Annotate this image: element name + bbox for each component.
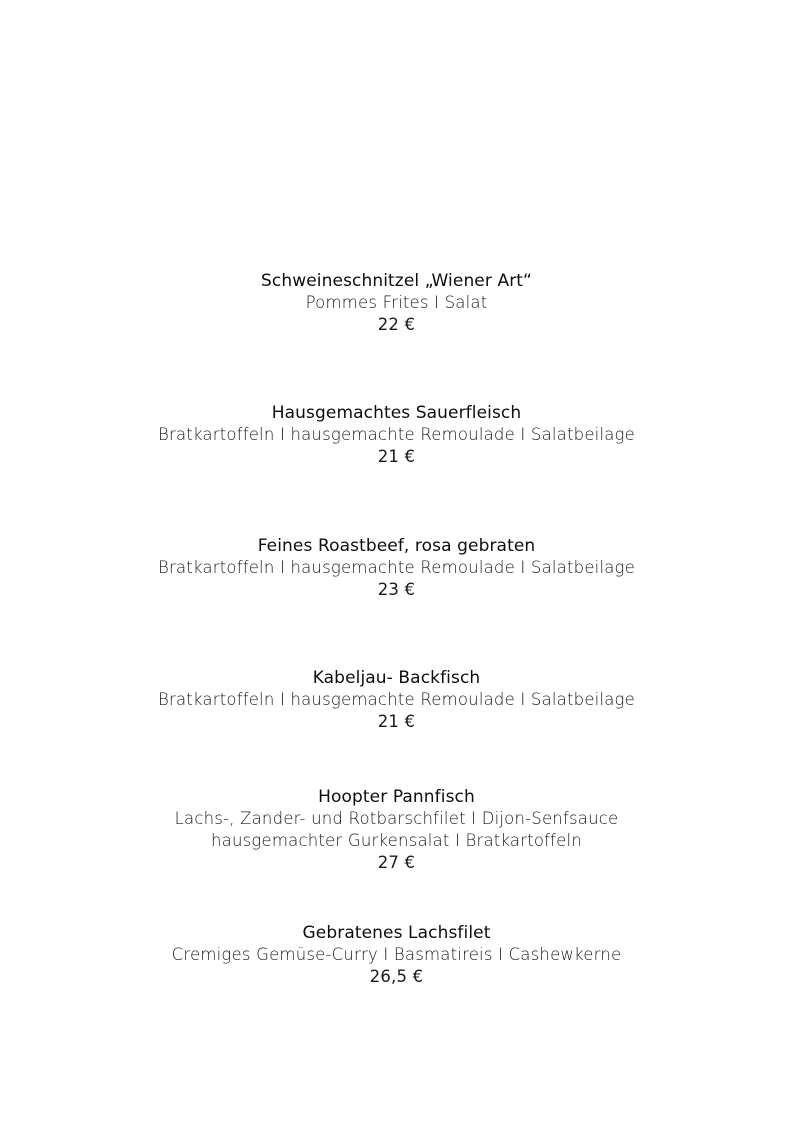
- dish-price: 26,5 €: [369, 967, 424, 986]
- menu-item-backfisch: [0, 667, 793, 733]
- dish-description: Pommes Frites I Salat: [305, 293, 488, 312]
- menu-item-sauerfleisch: [0, 402, 793, 468]
- dish-description: Bratkartoffeln I hausgemachte Remoulade I Salatbeilage: [158, 425, 635, 444]
- dish-description-line-1: Lachs-, Zander- und Rotbarschfilet I Dijon-Senfsauce: [174, 809, 619, 828]
- dish-price: 22 €: [377, 315, 416, 334]
- menu-item-lachsfilet: [0, 922, 793, 988]
- dish-description: Bratkartoffeln I hausgemachte Remoulade I Salatbeilage: [158, 558, 635, 577]
- menu-item-schweineschnitzel: [0, 270, 793, 336]
- dish-price: 21 €: [377, 712, 416, 731]
- dish-description: Bratkartoffeln I hausgemachte Remoulade I Salatbeilage: [158, 690, 635, 709]
- dish-name: Hausgemachtes Sauerfleisch: [271, 403, 522, 423]
- dish-name: Kabeljau- Backfisch: [312, 668, 481, 688]
- dish-price: 21 €: [377, 447, 416, 466]
- dish-description: Cremiges Gemüse-Curry I Basmatireis I Cashewkerne: [171, 945, 622, 964]
- dish-name: Hoopter Pannfisch: [318, 787, 475, 807]
- menu-item-pannfisch: [0, 786, 793, 874]
- dish-name: Gebratenes Lachsfilet: [302, 923, 491, 943]
- menu-item-roastbeef: [0, 535, 793, 601]
- dish-name: Schweineschnitzel „Wiener Art“: [261, 271, 532, 291]
- dish-name: Feines Roastbeef, rosa gebraten: [257, 536, 536, 556]
- dish-price: 27 €: [377, 853, 416, 872]
- dish-description-line-2: hausgemachter Gurkensalat I Bratkartoffeln: [211, 831, 582, 850]
- dish-price: 23 €: [377, 580, 416, 599]
